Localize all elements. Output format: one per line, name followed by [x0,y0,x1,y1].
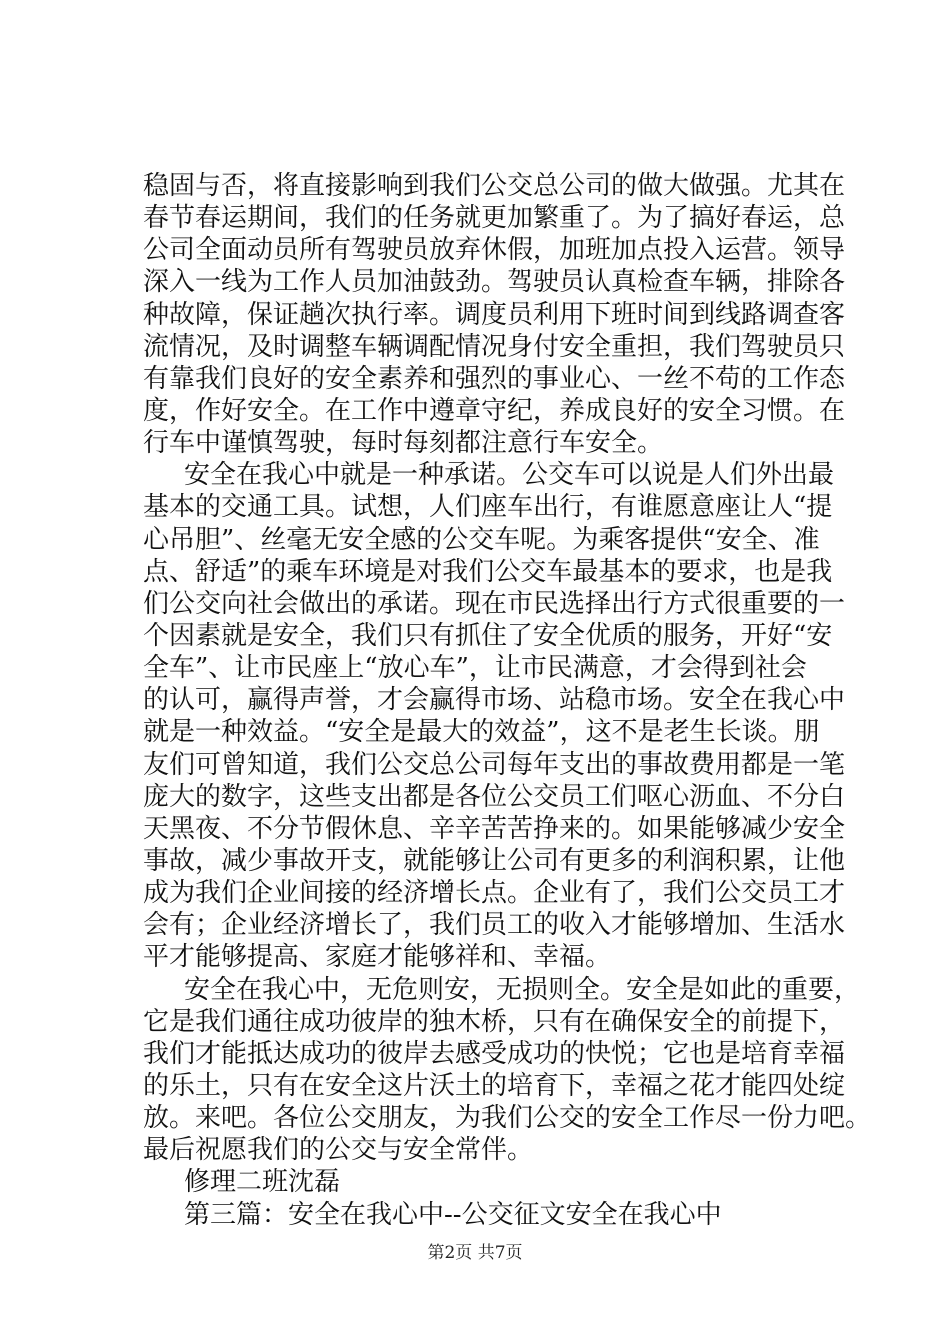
document-body [143,170,872,1231]
text-line: 全车”、让市民座上“放心车”，让市民满意，才会得到社会 [143,653,807,684]
text-line: 它是我们通往成功彼岸的独木桥，只有在确保安全的前提下， [143,1006,846,1037]
text-line: 就是一种效益。“安全是最大的效益”，这不是老生长谈。朋 [143,717,820,748]
text-line: 稳固与否，将直接影响到我们公交总公司的做大做强。尤其在 [143,171,846,201]
text-line: 会有；企业经济增长了，我们员工的收入才能够增加、生活水 [143,910,846,941]
text-line: 们公交向社会做出的承诺。现在市民选择出行方式很重要的一 [143,588,846,619]
text-line: 我们才能抵达成功的彼岸去感受成功的快悦；它也是培育幸福 [143,1038,846,1069]
text-line: 平才能够提高、家庭才能够祥和、幸福。 [143,942,612,973]
paragraph-start-line: 安全在我心中，无危则安，无损则全。安全是如此的重要， [184,974,861,1005]
text-line: 成为我们企业间接的经济增长点。企业有了，我们公交员工才 [143,878,846,909]
text-line: 有靠我们良好的安全素养和强烈的事业心、一丝不苟的工作态 [143,363,846,394]
text-line: 点、舒适”的乘车环境是对我们公交车最基本的要求，也是我 [143,556,833,587]
text-line: 度，作好安全。在工作中遵章守纪，养成良好的安全习惯。在 [143,395,846,426]
text-line: 天黑夜、不分节假休息、辛辛苦苦挣来的。如果能够减少安全 [143,813,846,844]
text-line: 行车中谨慎驾驶，每时每刻都注意行车安全。 [143,428,664,459]
text-line: 事故，减少事故开支，就能够让公司有更多的利润积累，让他 [143,845,846,876]
text-line: 最后祝愿我们的公交与安全常伴。 [143,1135,534,1166]
text-line: 流情况，及时调整车辆调配情况身付安全重担，我们驾驶员只 [143,331,846,362]
paragraph-start-line: 安全在我心中就是一种承诺。公交车可以说是人们外出最 [184,460,835,491]
text-line: 深入一线为工作人员加油鼓劲。驾驶员认真检查车辆，排除各 [143,267,846,298]
text-line: 庞大的数字，这些支出都是各位公交员工们呕心沥血、不分白 [143,781,846,812]
next-section-heading: 第三篇：安全在我心中--公交征文安全在我心中 [184,1199,722,1230]
text-line: 公司全面动员所有驾驶员放弃休假，加班加点投入运营。领导 [143,235,846,266]
page-number-footer: 第2页 共7页 [427,1243,523,1263]
text-line: 种故障，保证趟次执行率。调度员利用下班时间到线路调查客 [143,299,846,330]
text-line: 春节春运期间，我们的任务就更加繁重了。为了搞好春运，总 [143,203,846,234]
text-line: 的认可，赢得声誉，才会赢得市场、站稳市场。安全在我心中 [143,685,846,716]
text-line: 放。来吧。各位公交朋友，为我们公交的安全工作尽一份力吧。 [143,1103,872,1134]
text-line: 友们可曾知道，我们公交总公司每年支出的事故费用都是一笔 [143,749,846,780]
text-line: 的乐土，只有在安全这片沃土的培育下，幸福之花才能四处绽 [143,1070,846,1101]
text-line: 个因素就是安全，我们只有抓住了安全优质的服务，开好“安 [143,620,833,651]
author-signature: 修理二班沈磊 [184,1167,341,1198]
text-line: 心吊胆”、丝毫无安全感的公交车呢。为乘客提供“安全、准 [143,524,820,555]
text-line: 基本的交通工具。试想，人们座车出行，有谁愿意座让人“提 [143,492,833,523]
